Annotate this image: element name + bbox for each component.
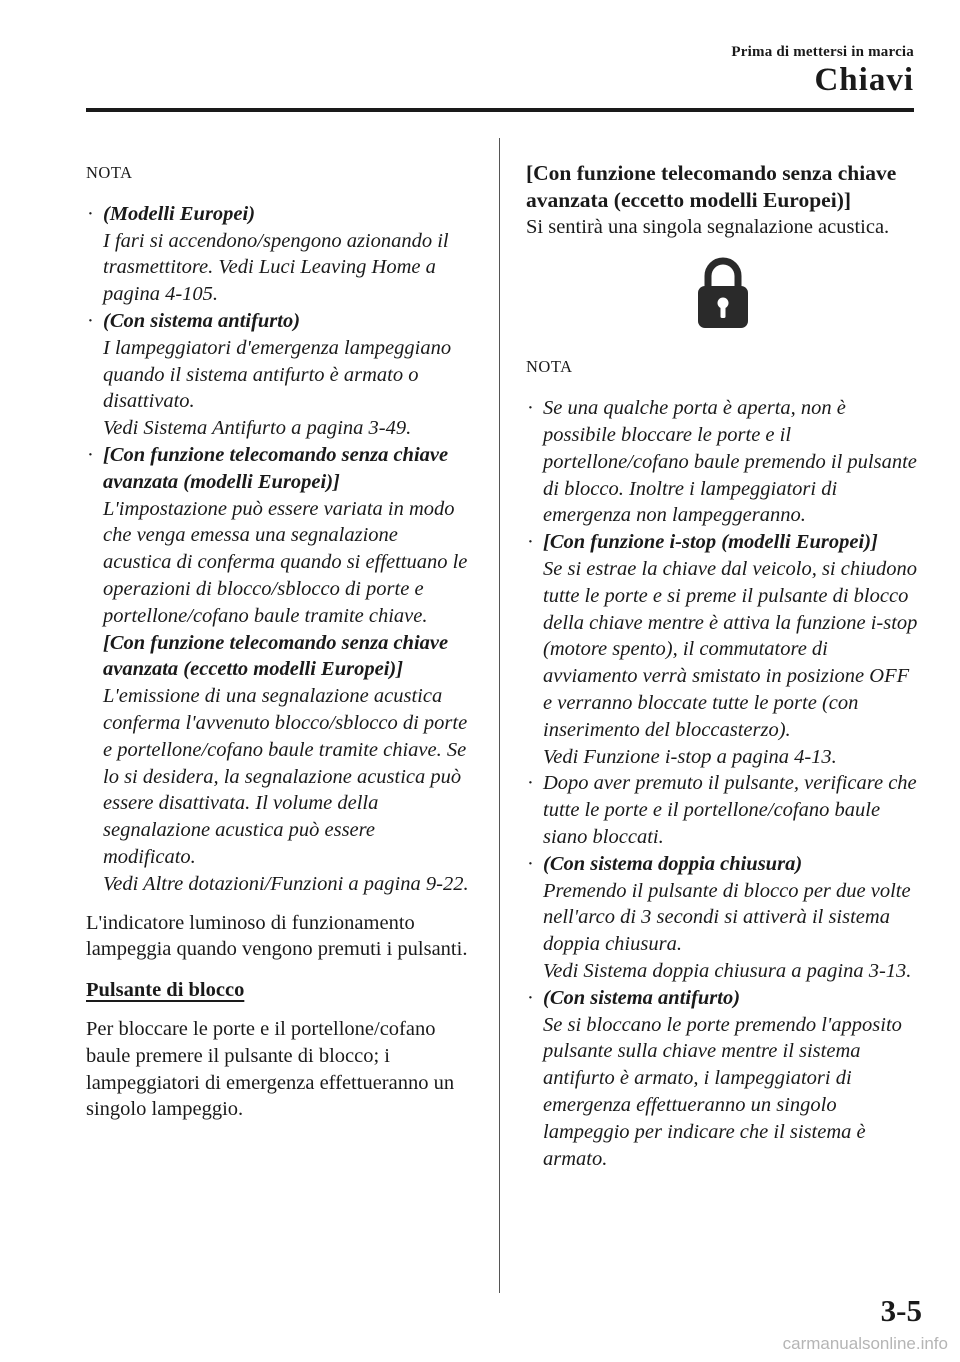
page-title: Chiavi — [814, 62, 914, 98]
note-heading: (Con sistema antifurto) — [543, 986, 741, 1009]
note-text: I fari si accendono/spengono azionando il trasmettitore. Vedi Luci Leaving Home a pagina 4-105. — [103, 229, 449, 306]
note-item — [526, 770, 921, 850]
lock-icon — [696, 254, 750, 330]
note-item — [86, 442, 471, 898]
note-item — [86, 201, 471, 308]
section-subheading: Pulsante di blocco — [86, 979, 245, 1002]
header-section-label: Prima di mettersi in marcia — [731, 44, 914, 60]
section-heading: [Con funzione telecomando senza chiave avanzata (eccetto modelli Europei)] — [526, 161, 897, 212]
page-number: 3-5 — [880, 1293, 922, 1328]
note-item — [86, 308, 471, 442]
note-text: Se una qualche porta è aperta, non è possibile bloccare le porte e il portellone/cofano baule premendo il pulsante di blocco. Inoltre i lampeggiatori di emergenza non lampeggeranno. — [543, 397, 917, 527]
note-text: Premendo il pulsante di blocco per due volte nell'arco di 3 secondi si attiverà il sistema doppia chiusura. — [543, 879, 911, 956]
note-text: Se si estrae la chiave dal veicolo, si chiudono tutte le porte e si preme il pulsante di blocco della chiave mentre è attiva la funzione i-stop (motore spento), il commutatore di avviamento verrà smistato in posizione OFF e verranno bloccate tutte le porte (con inserimento del bloccasterzo). — [543, 557, 918, 741]
note-reference: Vedi Sistema Antifurto a pagina 3-49. — [103, 417, 412, 440]
note-item — [526, 395, 921, 529]
note-text: L'impostazione può essere variata in modo che venga emessa una segnalazione acustica di conferma quando si effettuano le operazioni di blocco/sblocco di porte e portellone/cofano baule tramite chiave. — [103, 497, 468, 627]
note-item — [526, 529, 921, 770]
bullet-icon: · — [527, 986, 534, 1009]
note-heading: [Con funzione telecomando senza chiave avanzata (modelli Europei)] — [103, 443, 449, 493]
note-list — [86, 201, 471, 898]
note-heading: [Con funzione i-stop (modelli Europei)] — [543, 531, 878, 554]
column-divider — [499, 138, 500, 1293]
note-heading: (Modelli Europei) — [103, 202, 256, 225]
note-subheading: [Con funzione telecomando senza chiave avanzata (eccetto modelli Europei)] — [103, 631, 449, 681]
note-text: Dopo aver premuto il pulsante, verificare che tutte le porte e il portellone/cofano baule siano bloccati. — [543, 772, 917, 848]
bullet-icon: · — [87, 443, 94, 466]
note-reference: Vedi Funzione i-stop a pagina 4-13. — [543, 745, 837, 768]
bullet-icon: · — [527, 397, 534, 420]
note-list — [526, 395, 921, 1172]
note-reference: Vedi Sistema doppia chiusura a pagina 3-13. — [543, 959, 912, 982]
body-paragraph: Si sentirà una singola segnalazione acustica. — [526, 215, 890, 238]
left-column — [86, 160, 471, 1123]
bullet-icon: · — [527, 852, 534, 875]
note-item — [526, 985, 921, 1173]
note-heading: (Con sistema doppia chiusura) — [543, 852, 803, 875]
bullet-icon: · — [527, 772, 534, 795]
nota-label: NOTA — [526, 357, 573, 377]
nota-label: NOTA — [86, 163, 133, 182]
note-reference: Vedi Altre dotazioni/Funzioni a pagina 9-22. — [103, 872, 469, 895]
header-rule — [86, 108, 914, 112]
right-column — [526, 160, 921, 1172]
bullet-icon: · — [527, 531, 534, 554]
note-text: I lampeggiatori d'emergenza lampeggiano quando il sistema antifurto è armato o disattivato. — [103, 336, 452, 413]
bullet-icon: · — [87, 202, 94, 225]
note-text: Se si bloccano le porte premendo l'apposito pulsante sulla chiave mentre il sistema antifurto è armato, i lampeggiatori di emergenza effettueranno un singolo lampeggio per indicare che il sistema è armato. — [543, 1013, 902, 1170]
note-heading: (Con sistema antifurto) — [103, 309, 301, 332]
note-item — [526, 851, 921, 985]
bullet-icon: · — [87, 309, 94, 332]
watermark: carmanualsonline.info — [782, 1334, 948, 1353]
body-paragraph: Per bloccare le porte e il portellone/cofano baule premere il pulsante di blocco; i lampeggiatori di emergenza effettueranno un singolo lampeggio. — [86, 1017, 455, 1121]
body-paragraph: L'indicatore luminoso di funzionamento lampeggia quando vengono premuti i pulsanti. — [86, 911, 468, 961]
note-text: L'emissione di una segnalazione acustica conferma l'avvenuto blocco/sblocco di porte e portellone/cofano baule tramite chiave. Se lo si desidera, la segnalazione acustica può essere disattivata. Il volume della segnalazione acustica può essere modificato. — [103, 685, 468, 868]
